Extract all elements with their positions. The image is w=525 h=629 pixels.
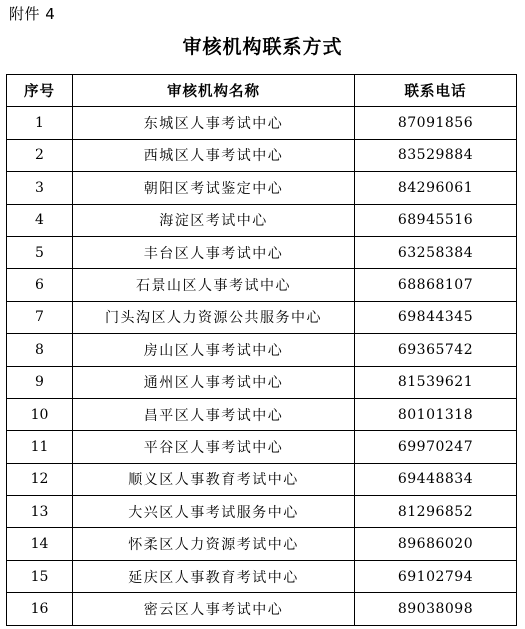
row-phone: 69102794 (355, 560, 517, 592)
row-phone: 87091856 (355, 107, 517, 139)
table-row (7, 463, 517, 495)
table-row (7, 528, 517, 560)
header-no: 序号 (7, 75, 73, 107)
row-no: 11 (7, 431, 73, 463)
row-name: 房山区人事考试中心 (73, 334, 355, 366)
row-no: 10 (7, 398, 73, 430)
row-no: 4 (7, 204, 73, 236)
row-phone: 69970247 (355, 431, 517, 463)
row-no: 16 (7, 593, 73, 625)
row-no: 9 (7, 366, 73, 398)
table-row (7, 301, 517, 333)
header-phone: 联系电话 (355, 75, 517, 107)
row-no: 3 (7, 172, 73, 204)
table-row (7, 172, 517, 204)
row-phone: 80101318 (355, 398, 517, 430)
row-no: 6 (7, 269, 73, 301)
table-header (7, 75, 517, 107)
table-row (7, 107, 517, 139)
row-phone: 69448834 (355, 463, 517, 495)
row-phone: 69844345 (355, 301, 517, 333)
row-phone: 81296852 (355, 496, 517, 528)
row-no: 1 (7, 107, 73, 139)
row-phone: 69365742 (355, 334, 517, 366)
row-phone: 63258384 (355, 236, 517, 268)
row-name: 大兴区人事考试服务中心 (73, 496, 355, 528)
table-row (7, 496, 517, 528)
row-name: 石景山区人事考试中心 (73, 269, 355, 301)
row-name: 朝阳区考试鉴定中心 (73, 172, 355, 204)
row-no: 2 (7, 139, 73, 171)
contact-table (6, 74, 517, 626)
row-no: 15 (7, 560, 73, 592)
row-phone: 68945516 (355, 204, 517, 236)
table-row (7, 236, 517, 268)
row-name: 平谷区人事考试中心 (73, 431, 355, 463)
row-name: 丰台区人事考试中心 (73, 236, 355, 268)
table-row (7, 398, 517, 430)
page-title: 审核机构联系方式 (182, 36, 343, 58)
row-phone: 81539621 (355, 366, 517, 398)
attachment-label: 附件 4 (9, 5, 56, 23)
table-row (7, 139, 517, 171)
table-row (7, 431, 517, 463)
row-name: 门头沟区人力资源公共服务中心 (73, 301, 355, 333)
row-name: 海淀区考试中心 (73, 204, 355, 236)
row-name: 顺义区人事教育考试中心 (73, 463, 355, 495)
row-phone: 89038098 (355, 593, 517, 625)
row-name: 西城区人事考试中心 (73, 139, 355, 171)
row-no: 5 (7, 236, 73, 268)
row-no: 14 (7, 528, 73, 560)
table-row (7, 334, 517, 366)
table-row (7, 366, 517, 398)
row-no: 13 (7, 496, 73, 528)
row-phone: 84296061 (355, 172, 517, 204)
row-name: 东城区人事考试中心 (73, 107, 355, 139)
row-name: 昌平区人事考试中心 (73, 398, 355, 430)
row-phone: 68868107 (355, 269, 517, 301)
table-row (7, 593, 517, 625)
row-name: 通州区人事考试中心 (73, 366, 355, 398)
header-row (7, 75, 517, 107)
table-row (7, 560, 517, 592)
row-phone: 83529884 (355, 139, 517, 171)
row-no: 7 (7, 301, 73, 333)
table-row (7, 269, 517, 301)
row-no: 8 (7, 334, 73, 366)
header-name: 审核机构名称 (73, 75, 355, 107)
row-name: 怀柔区人力资源考试中心 (73, 528, 355, 560)
row-name: 密云区人事考试中心 (73, 593, 355, 625)
table-row (7, 204, 517, 236)
row-name: 延庆区人事教育考试中心 (73, 560, 355, 592)
table-body (7, 107, 517, 625)
row-phone: 89686020 (355, 528, 517, 560)
row-no: 12 (7, 463, 73, 495)
